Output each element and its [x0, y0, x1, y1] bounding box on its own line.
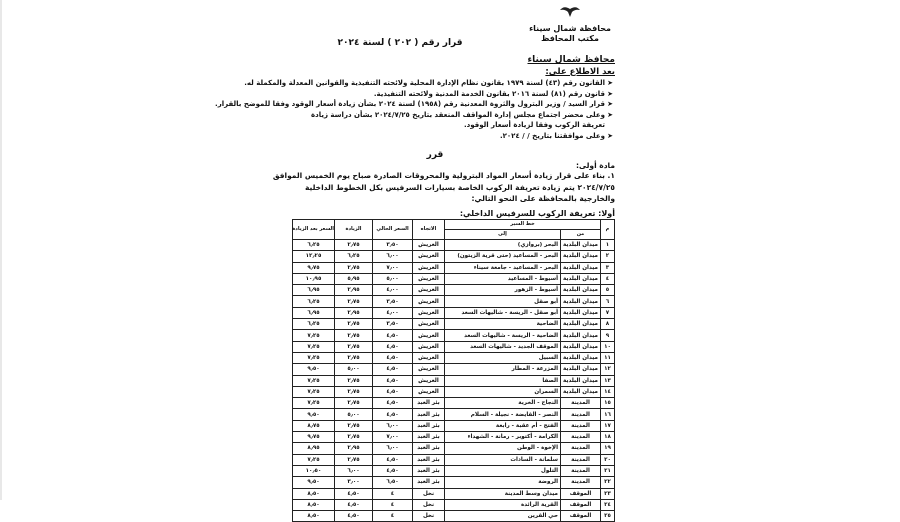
cell-price-old: ٤٫٥٠	[373, 454, 413, 465]
cell-price-total: ٦٫٩٥	[293, 307, 335, 318]
col-header-from: من	[561, 230, 601, 240]
cell-from: ميدان البلدية	[561, 285, 601, 296]
cell-price-new: ٢٫٧٥	[335, 398, 373, 409]
col-header-route: خط السير	[445, 220, 601, 230]
table-row	[293, 454, 615, 465]
cell-no: ٢٠	[601, 454, 615, 465]
arrow-bullet-icon: ➤	[607, 131, 613, 140]
cell-price-new: ٢٫٧٥	[335, 341, 373, 352]
law-item: ➤قانون رقم (٨١) لسنة ٢٠١٦ بقانون الخدمة المدنية ولائحته التنفيذية.	[295, 89, 615, 100]
table-row	[293, 488, 615, 499]
cell-direction: العريش	[413, 251, 445, 262]
cell-price-old: ٤٫٥٠	[373, 364, 413, 375]
cell-no: ١٥	[601, 398, 615, 409]
cell-to: البحر - المساعيد - جامعة سيناء	[445, 262, 561, 273]
col-header-direction: الاتجاه	[413, 220, 445, 240]
arrow-bullet-icon: ➤	[607, 89, 613, 98]
table-row	[293, 409, 615, 420]
cell-to: ميدان وسط المدينة	[445, 488, 561, 499]
scan-edge	[0, 0, 2, 500]
cell-from: ميدان البلدية	[561, 319, 601, 330]
cell-price-old: ٧٫٠٠	[373, 432, 413, 443]
cell-price-total: ١٠٫٥٠	[293, 465, 335, 476]
cell-price-new: ٢٫٧٥	[335, 432, 373, 443]
cell-price-new: ٢٫٧٥	[335, 420, 373, 431]
cell-price-new: ٢٫٧٥	[335, 296, 373, 307]
cell-price-total: ٧٫٢٥	[293, 330, 335, 341]
cell-price-new: ٢٫٧٥	[335, 330, 373, 341]
table-row	[293, 330, 615, 341]
table-row	[293, 307, 615, 318]
decision-title: قرار رقم ( ٢٠٢ ) لسنة ٢٠٢٤	[337, 38, 463, 48]
cell-from: الموقف	[561, 511, 601, 522]
cell-price-new: ٤٫٥٠	[335, 488, 373, 499]
cell-price-old: ٦٫٠٠	[373, 443, 413, 454]
cell-price-old: ٤٫٠٠	[373, 285, 413, 296]
article-body	[272, 170, 615, 205]
cell-from: المدينة	[561, 477, 601, 488]
cell-no: ١٨	[601, 432, 615, 443]
cell-price-old: ٤٫٥٠	[373, 409, 413, 420]
cell-from: ميدان البلدية	[561, 375, 601, 386]
cell-price-total: ٩٫٥٠	[293, 409, 335, 420]
cell-from: المدينة	[561, 432, 601, 443]
cell-from: ميدان البلدية	[561, 296, 601, 307]
cell-price-total: ٦٫٢٥	[293, 240, 335, 251]
table-row	[293, 251, 615, 262]
cell-price-old: ٧٫٠٠	[373, 262, 413, 273]
governorate-name: محافظة شمال سيناء	[529, 24, 611, 33]
cell-price-total: ٩٫٧٥	[293, 432, 335, 443]
cell-price-total: ٨٫٥٠	[293, 488, 335, 499]
cell-from: المدينة	[561, 409, 601, 420]
cell-to: أسيوط - المساعيد	[445, 273, 561, 284]
cell-price-total: ٦٫٢٥	[293, 319, 335, 330]
table-row	[293, 352, 615, 363]
cell-to: الكرامة - أكتوبر - رمانة - الشهداء	[445, 432, 561, 443]
cell-no: ١٢	[601, 364, 615, 375]
cell-no: ١٠	[601, 341, 615, 352]
cell-price-old: ٤٫٥٠	[373, 386, 413, 397]
cell-direction: بئر العبد	[413, 465, 445, 476]
cell-to: أبو صقل - الريسة - شاليهات السعد	[445, 307, 561, 318]
cell-no: ٢٥	[601, 511, 615, 522]
table-header-row	[293, 220, 615, 230]
cell-price-new: ٥٫٩٥	[335, 273, 373, 284]
cell-to: الإخوة - الوطن	[445, 443, 561, 454]
cell-price-total: ٧٫٢٥	[293, 341, 335, 352]
cell-to: الضاحية	[445, 319, 561, 330]
cell-to: الموقف الجديد - شاليهات السعد	[445, 341, 561, 352]
cell-to: النصر - القايضة - نجيلة - السلام	[445, 409, 561, 420]
cell-no: ١٣	[601, 375, 615, 386]
cell-direction: العريش	[413, 352, 445, 363]
cell-no: ٨	[601, 319, 615, 330]
after-review-heading: بعد الاطلاع على:	[545, 67, 615, 77]
cell-price-new: ٢٫٧٥	[335, 375, 373, 386]
arrow-bullet-icon: ➤	[607, 79, 613, 87]
cell-no: ٦	[601, 296, 615, 307]
cell-no: ١٧	[601, 420, 615, 431]
article-title: مادة أولى:	[576, 161, 615, 170]
cell-price-old: ٤	[373, 499, 413, 510]
cell-price-total: ١٠٫٩٥	[293, 273, 335, 284]
cell-from: المدينة	[561, 465, 601, 476]
cell-no: ٢٤	[601, 499, 615, 510]
col-header-price-new: الزيادة	[335, 220, 373, 240]
cell-price-old: ٤٫٥٠	[373, 341, 413, 352]
cell-to: سلمانة - السادات	[445, 454, 561, 465]
article-line: ٢٠٢٤/٧/٢٥ يتم زيادة تعريفة الركوب الخاصة بسيارات السرفيس بكل الخطوط الداخلية	[305, 182, 615, 192]
cell-from: ميدان البلدية	[561, 240, 601, 251]
cell-no: ٥	[601, 285, 615, 296]
cell-direction: العريش	[413, 240, 445, 251]
col-header-price-old: السعر الحالي	[373, 220, 413, 240]
cell-price-new: ٢٫٩٥	[335, 285, 373, 296]
law-item: ➤وعلى محضر اجتماع مجلس إدارة المواقف المنعقد بتاريخ ٢٠٢٤/٧/٢٥ بشأن دراسة زيادة	[295, 110, 615, 121]
cell-direction: العريش	[413, 364, 445, 375]
fares-table	[292, 219, 615, 522]
cell-price-total: ٨٫٧٥	[293, 420, 335, 431]
cell-price-total: ٧٫٢٥	[293, 398, 335, 409]
cell-price-old: ٤	[373, 511, 413, 522]
cell-from: ميدان البلدية	[561, 262, 601, 273]
cell-price-total: ٦٫٩٥	[293, 285, 335, 296]
table-row	[293, 499, 615, 510]
laws-list	[215, 78, 615, 141]
cell-from: الموقف	[561, 488, 601, 499]
cell-no: ١٩	[601, 443, 615, 454]
table-row	[293, 364, 615, 375]
cell-price-total: ٧٫٢٥	[293, 375, 335, 386]
table-row	[293, 341, 615, 352]
cell-no: ٤	[601, 273, 615, 284]
cell-direction: بئر العبد	[413, 432, 445, 443]
cell-price-new: ٤٫٥٠	[335, 511, 373, 522]
cell-to: الضاحية - الريسة - شاليهات السعد	[445, 330, 561, 341]
cell-price-old: ٣٫٥٠	[373, 240, 413, 251]
cell-to: البحر - المساعيد (حتى قرية الزيتون)	[445, 251, 561, 262]
table-row	[293, 432, 615, 443]
cell-price-new: ٤٫٥٠	[335, 499, 373, 510]
cell-price-old: ٤٫٠٠	[373, 307, 413, 318]
cell-to: النجاح - الخربة	[445, 398, 561, 409]
cell-price-new: ٢٫٧٥	[335, 262, 373, 273]
cell-price-new: ٥٫٠٠	[335, 409, 373, 420]
cell-price-total: ٩٫٥٠	[293, 477, 335, 488]
table-row	[293, 386, 615, 397]
cell-direction: العريش	[413, 330, 445, 341]
cell-price-new: ٢٫٧٥	[335, 454, 373, 465]
law-item-continued: تعريفة الركوب وفقا لزيادة أسعار الوقود.	[463, 121, 605, 129]
cell-to: السبيل	[445, 352, 561, 363]
table-row	[293, 511, 615, 522]
cell-price-old: ٦٫٥٠	[373, 477, 413, 488]
table-row	[293, 319, 615, 330]
cell-no: ٢٢	[601, 477, 615, 488]
cell-price-old: ٤٫٥٠	[373, 375, 413, 386]
cell-direction: العريش	[413, 273, 445, 284]
table-row	[293, 443, 615, 454]
cell-no: ١٤	[601, 386, 615, 397]
table-row	[293, 273, 615, 284]
cell-price-new: ٦٫٠٠	[335, 465, 373, 476]
cell-price-new: ٢٫٩٥	[335, 307, 373, 318]
cell-to: أبو صقل	[445, 296, 561, 307]
cell-to: التلول	[445, 465, 561, 476]
cell-no: ١	[601, 240, 615, 251]
cell-direction: العريش	[413, 386, 445, 397]
cell-to: الفتح - أم عقبة - رابعة	[445, 420, 561, 431]
cell-price-new: ٢٫٧٥	[335, 319, 373, 330]
cell-price-old: ٤	[373, 488, 413, 499]
table-row	[293, 296, 615, 307]
cell-direction: العريش	[413, 341, 445, 352]
cell-direction: العريش	[413, 375, 445, 386]
law-item: ➤وعلى موافقتنا بتاريخ / / ٢٠٢٤.	[295, 131, 615, 142]
cell-from: ميدان البلدية	[561, 352, 601, 363]
cell-from: ميدان البلدية	[561, 273, 601, 284]
cell-to: الصفا	[445, 375, 561, 386]
cell-direction: بئر العبد	[413, 409, 445, 420]
cell-no: ٢٣	[601, 488, 615, 499]
cell-from: الموقف	[561, 499, 601, 510]
cell-price-total: ٨٫٥٠	[293, 499, 335, 510]
article-line: ١. بناء على قرار زيادة أسعار المواد البترولية والمحروقات الصادرة صباح يوم الخميس الموافق	[272, 171, 615, 180]
table-row	[293, 398, 615, 409]
cell-price-new: ٥٫٠٠	[335, 364, 373, 375]
cell-from: المدينة	[561, 454, 601, 465]
law-item: ➤قرار السيد / وزير البترول والثروة المعدنية رقم (١٩٥٨) لسنة ٢٠٢٤ بشأن زيادة أسعار الوقود وفقا للموضح بالقرار.	[295, 99, 615, 110]
table-row	[293, 285, 615, 296]
arrow-bullet-icon: ➤	[607, 110, 613, 119]
cell-to: أسيوط - الزهور	[445, 285, 561, 296]
cell-no: ٩	[601, 330, 615, 341]
letterhead	[520, 4, 620, 44]
cell-no: ٣	[601, 262, 615, 273]
cell-price-total: ٦٫٢٥	[293, 296, 335, 307]
cell-to: المزرعة - المطار	[445, 364, 561, 375]
governor-title: محافظ شمال سيناء	[527, 55, 615, 65]
cell-no: ٢	[601, 251, 615, 262]
article-line: والخارجية بالمحافظة على النحو التالي:	[471, 194, 615, 203]
cell-price-old: ٦٫٠٠	[373, 420, 413, 431]
cell-price-old: ٣٫٥٠	[373, 319, 413, 330]
cell-direction: بئر العبد	[413, 454, 445, 465]
cell-from: ميدان البلدية	[561, 341, 601, 352]
cell-price-total: ٧٫٢٥	[293, 386, 335, 397]
cell-price-total: ١٢٫٢٥	[293, 251, 335, 262]
cell-from: المدينة	[561, 443, 601, 454]
cell-price-old: ٦٫٠٠	[373, 251, 413, 262]
cell-price-new: ٦٫٢٥	[335, 251, 373, 262]
cell-direction: العريش	[413, 296, 445, 307]
cell-direction: نخل	[413, 511, 445, 522]
table-row	[293, 465, 615, 476]
cell-direction: العريش	[413, 319, 445, 330]
col-header-to: إلى	[445, 230, 561, 240]
table-row	[293, 262, 615, 273]
cell-direction: بئر العبد	[413, 420, 445, 431]
arrow-bullet-icon: ➤	[607, 100, 613, 108]
cell-price-old: ٤٫٥٠	[373, 352, 413, 363]
table-row	[293, 477, 615, 488]
table-row	[293, 240, 615, 251]
cell-price-new: ٢٫٧٥	[335, 386, 373, 397]
table-row	[293, 420, 615, 431]
cell-price-total: ٧٫٢٥	[293, 352, 335, 363]
cell-from: المدينة	[561, 420, 601, 431]
cell-direction: العريش	[413, 285, 445, 296]
cell-price-old: ٥٫٠٠	[373, 273, 413, 284]
cell-price-total: ٨٫٥٠	[293, 511, 335, 522]
cell-direction: بئر العبد	[413, 477, 445, 488]
cell-from: ميدان البلدية	[561, 386, 601, 397]
cell-price-old: ٣٫٥٠	[373, 296, 413, 307]
cell-from: ميدان البلدية	[561, 307, 601, 318]
office-name: مكتب المحافظ	[541, 34, 599, 43]
table-row	[293, 375, 615, 386]
cell-price-old: ٤٫٥٠	[373, 465, 413, 476]
cell-to: حي القرين	[445, 511, 561, 522]
cell-price-total: ٩٫٧٥	[293, 262, 335, 273]
cell-price-new: ٢٫٧٥	[335, 240, 373, 251]
law-item: ➤القانون رقم (٤٣) لسنة ١٩٧٩ بقانون نظام الإدارة المحلية ولائحته التنفيذية والقوانين المعدلة والمكملة له.	[295, 78, 615, 89]
cell-price-new: ٢٫٧٥	[335, 352, 373, 363]
col-header-price-total: السعر بعد الزيادة	[293, 220, 335, 240]
cell-to: البحر (بروازي)	[445, 240, 561, 251]
cell-direction: بئر العبد	[413, 443, 445, 454]
cell-from: ميدان البلدية	[561, 364, 601, 375]
col-header-no: م	[601, 220, 615, 240]
cell-price-old: ٤٫٥٠	[373, 330, 413, 341]
cell-price-total: ٩٫٥٠	[293, 364, 335, 375]
cell-price-total: ٨٫٩٥	[293, 443, 335, 454]
cell-direction: نخل	[413, 499, 445, 510]
cell-direction: نخل	[413, 488, 445, 499]
cell-direction: العريش	[413, 307, 445, 318]
decides-heading: قرر	[426, 150, 444, 160]
cell-no: ٢١	[601, 465, 615, 476]
cell-from: المدينة	[561, 398, 601, 409]
section-title: أولا: تعريفة الركوب للسرفيس الداخلي:	[459, 209, 615, 218]
fares-table-wrapper	[293, 219, 615, 522]
cell-price-new: ٣٫٠٠	[335, 477, 373, 488]
eagle-emblem-icon	[558, 4, 582, 18]
cell-from: ميدان البلدية	[561, 330, 601, 341]
cell-no: ١١	[601, 352, 615, 363]
cell-no: ١٦	[601, 409, 615, 420]
cell-price-total: ٧٫٢٥	[293, 454, 335, 465]
cell-to: القرية الرائدة	[445, 499, 561, 510]
cell-direction: العريش	[413, 262, 445, 273]
cell-price-old: ٤٫٥٠	[373, 398, 413, 409]
cell-no: ٧	[601, 307, 615, 318]
cell-from: ميدان البلدية	[561, 251, 601, 262]
cell-to: الروضة	[445, 477, 561, 488]
cell-price-new: ٢٫٩٥	[335, 443, 373, 454]
cell-direction: بئر العبد	[413, 398, 445, 409]
cell-to: السمران	[445, 386, 561, 397]
fares-table-body	[293, 240, 615, 522]
